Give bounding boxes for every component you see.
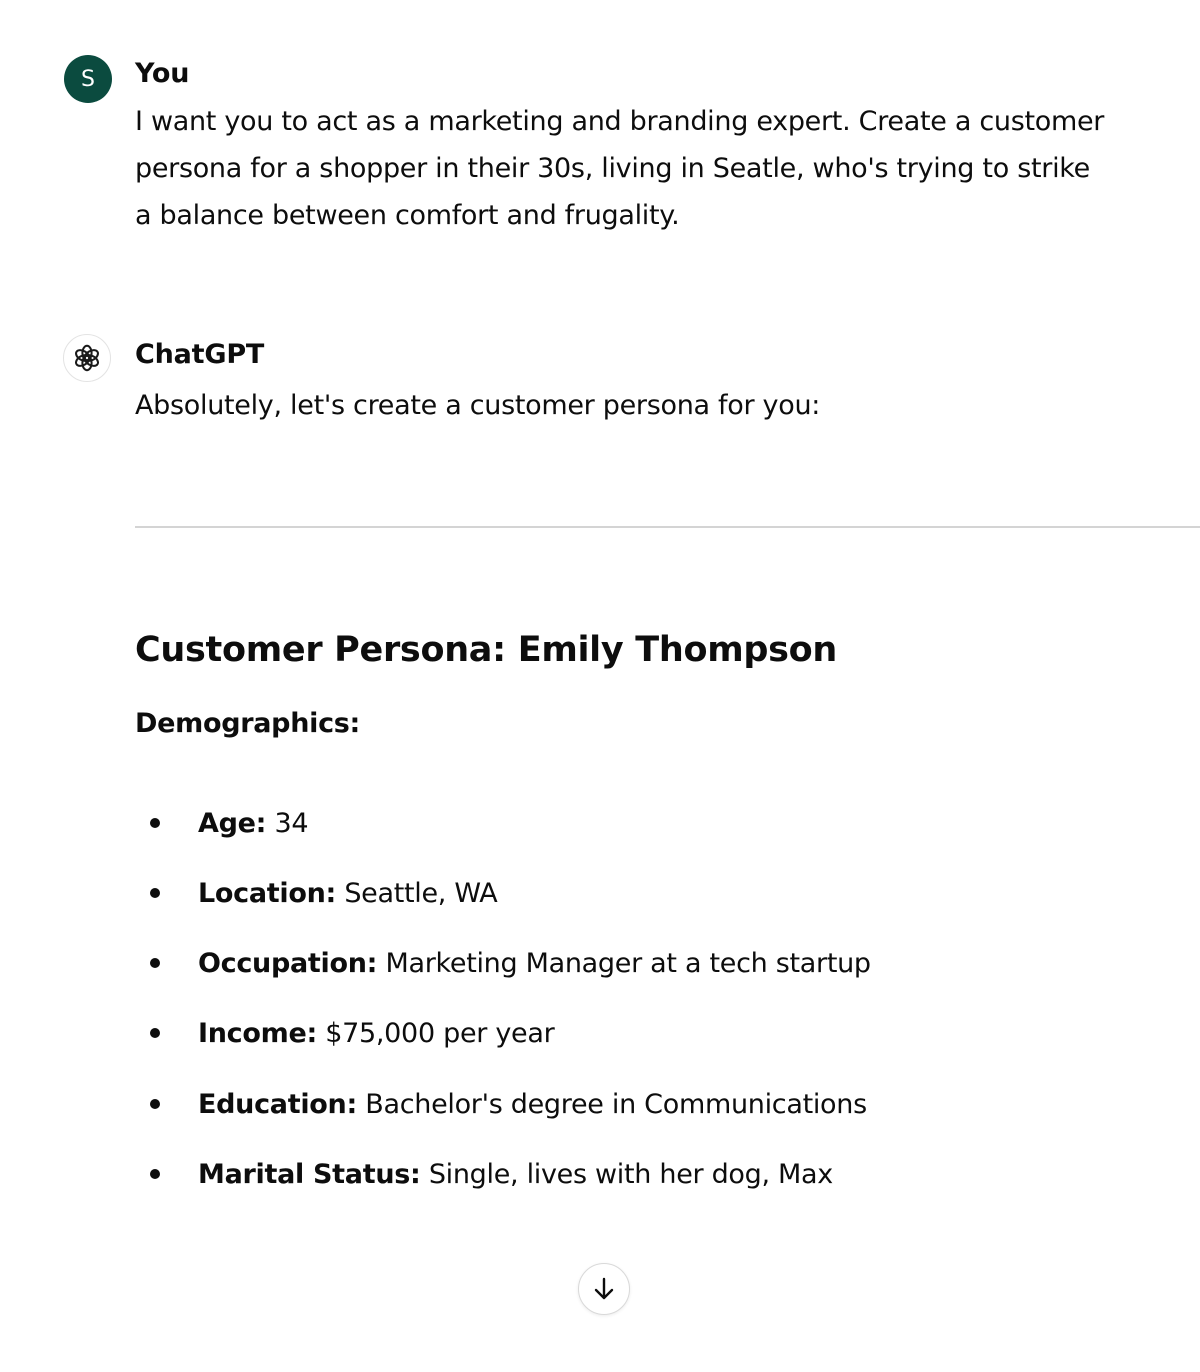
list-item (150, 1013, 554, 1053)
user-message-line: persona for a shopper in their 30s, living in Seatle, who's trying to strike (135, 153, 1090, 184)
persona-heading: Customer Persona: Emily Thompson (135, 630, 838, 670)
bullet-icon (150, 1169, 160, 1179)
bullet-icon (150, 818, 160, 828)
scroll-to-bottom-button[interactable] (578, 1263, 630, 1315)
assistant-author-name: ChatGPT (135, 339, 265, 370)
list-item-label: Marital Status: (198, 1158, 421, 1190)
bullet-icon (150, 1028, 160, 1038)
list-item-value: Seattle, WA (344, 877, 498, 909)
list-item (150, 803, 308, 843)
list-item-label: Education: (198, 1088, 357, 1120)
user-message-line: a balance between comfort and frugality. (135, 200, 680, 231)
bullet-icon (150, 958, 160, 968)
list-item-value: Single, lives with her dog, Max (428, 1158, 833, 1190)
list-item-value: Bachelor's degree in Communications (365, 1088, 867, 1120)
demographics-heading: Demographics: (135, 708, 361, 739)
user-avatar-initial: S (81, 66, 95, 92)
list-item (150, 1154, 833, 1194)
list-item-label: Location: (198, 877, 337, 909)
list-item (150, 943, 871, 983)
openai-logo-icon (71, 342, 103, 374)
arrow-down-icon (590, 1275, 618, 1303)
user-author-name: You (135, 58, 190, 89)
list-item-value: $75,000 per year (325, 1017, 555, 1049)
list-item-label: Age: (198, 807, 267, 839)
list-item (150, 873, 497, 913)
assistant-intro-text: Absolutely, let's create a customer persona for you: (135, 390, 821, 421)
user-avatar (64, 55, 112, 103)
list-item (150, 1084, 867, 1124)
list-item-label: Occupation: (198, 947, 378, 979)
bullet-icon (150, 888, 160, 898)
bullet-icon (150, 1099, 160, 1109)
horizontal-divider (135, 526, 1200, 528)
user-message-text (135, 98, 1145, 239)
list-item-label: Income: (198, 1017, 317, 1049)
assistant-avatar (63, 334, 111, 382)
list-item-value: Marketing Manager at a tech startup (385, 947, 871, 979)
list-item-value: 34 (274, 807, 309, 839)
user-message-line: I want you to act as a marketing and branding expert. Create a customer (135, 106, 1105, 137)
